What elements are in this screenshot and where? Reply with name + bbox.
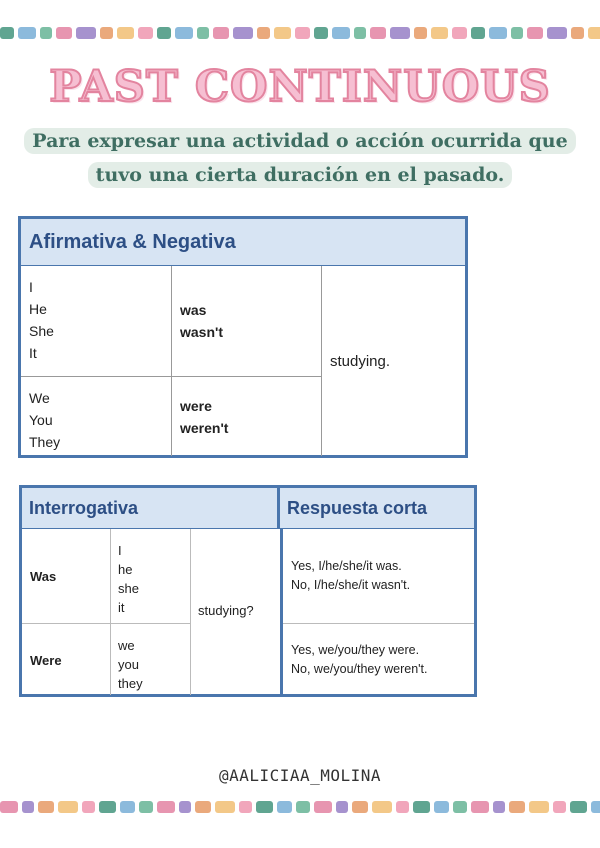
pronoun: they [118,676,143,691]
decorative-dash [175,27,193,39]
pronoun-group-2 [21,376,171,467]
decorative-dash [22,801,34,813]
decorative-dash [120,801,135,813]
affirmative-negative-table [18,216,468,458]
pronoun: I [29,279,33,295]
decorative-dash [553,801,566,813]
decorative-dash [414,27,427,39]
decorative-dash [396,801,409,813]
decorative-dash [0,801,18,813]
decorative-dash [354,27,366,39]
author-credit: @AALICIAA_MOLINA [218,766,382,785]
pronoun: she [118,581,139,596]
decorative-dash [314,801,332,813]
pronoun: I [118,543,122,558]
decorative-dash [138,27,153,39]
decorative-dash [570,801,587,813]
decorative-dash [314,27,328,39]
decorative-dash [471,801,489,813]
answer-yes: Yes, we/you/they were. [291,643,420,657]
pronoun: We [29,390,50,406]
decorative-dash [489,27,507,39]
pronoun: He [29,301,47,317]
decorative-dash [493,801,505,813]
pronoun: You [29,412,53,428]
verb-negative: wasn't [180,324,224,340]
decorative-dash [213,27,229,39]
verb-group-1 [172,266,322,376]
decorative-dash [529,801,549,813]
decorative-dash [179,801,191,813]
decorative-dash [413,801,430,813]
answer-no: No, I/he/she/it wasn't. [291,578,411,592]
page-title: PAST CONTINUOUS [49,62,551,112]
decorative-dash [99,801,116,813]
decorative-dash [38,801,54,813]
decorative-dash [434,801,449,813]
decorative-dash [296,801,310,813]
decorative-dash [56,27,72,39]
short-answer-1 [283,529,474,623]
ing-form: studying. [330,352,391,370]
interrogative-table [19,485,477,697]
decorative-dash [372,801,392,813]
decorative-dash [100,27,113,39]
decorative-dash [591,801,600,813]
decorative-dash [18,27,36,39]
decorative-dash [295,27,310,39]
short-answer-2 [283,624,474,696]
pronoun: She [29,323,54,339]
answer-yes: Yes, I/he/she/it was. [291,559,402,573]
question-ing-form: studying? [198,603,254,618]
decorative-dash [256,801,273,813]
question-pronouns-1 [111,529,191,635]
subtitle-line-1: Para expresar una actividad o acción ocurrida que [24,128,575,154]
affirmative-negative-heading: Afirmativa & Negativa [21,219,465,266]
pronoun: we [118,638,135,653]
decorative-dash [157,801,175,813]
decorative-dash [0,27,14,39]
decorative-dash [588,27,600,39]
decorative-dash [40,27,52,39]
decorative-dash [197,27,209,39]
decorative-dash [471,27,485,39]
decorative-dash [157,27,171,39]
verb-group-2 [172,377,322,457]
pronoun: They [29,434,61,450]
decorative-dash [274,27,291,39]
verb-negative: weren't [180,420,229,436]
pronoun: it [118,600,125,615]
decorative-dash [352,801,368,813]
decorative-top-border [0,26,600,40]
decorative-dash [370,27,386,39]
pronoun-group-1 [21,266,171,386]
decorative-dash [453,801,467,813]
decorative-dash [511,27,523,39]
decorative-dash [239,801,252,813]
decorative-dash [277,801,292,813]
decorative-bottom-border [0,800,600,814]
decorative-dash [509,801,525,813]
question-pronouns-2 [111,623,191,708]
aux-was: Was [30,568,57,584]
decorative-dash [547,27,567,39]
decorative-dash [527,27,543,39]
decorative-dash [390,27,410,39]
decorative-dash [452,27,467,39]
decorative-dash [571,27,584,39]
decorative-dash [233,27,253,39]
subtitle [0,124,600,192]
decorative-dash [195,801,211,813]
pronoun: he [118,562,133,577]
verb-affirmative: were [180,398,212,414]
verb-affirmative: was [180,302,207,318]
decorative-dash [431,27,448,39]
decorative-dash [257,27,270,39]
short-answer-heading: Respuesta corta [287,497,428,518]
decorative-dash [139,801,153,813]
decorative-dash [117,27,134,39]
answer-no: No, we/you/they weren't. [291,662,428,676]
pronoun: It [29,345,37,361]
decorative-dash [58,801,78,813]
decorative-dash [215,801,235,813]
decorative-dash [336,801,348,813]
decorative-dash [332,27,350,39]
decorative-dash [82,801,95,813]
interrogative-heading: Interrogativa [22,488,280,528]
decorative-dash [76,27,96,39]
pronoun: you [118,657,139,672]
aux-were: Were [30,652,62,668]
subtitle-line-2: tuvo una cierta duración en el pasado. [88,162,513,188]
